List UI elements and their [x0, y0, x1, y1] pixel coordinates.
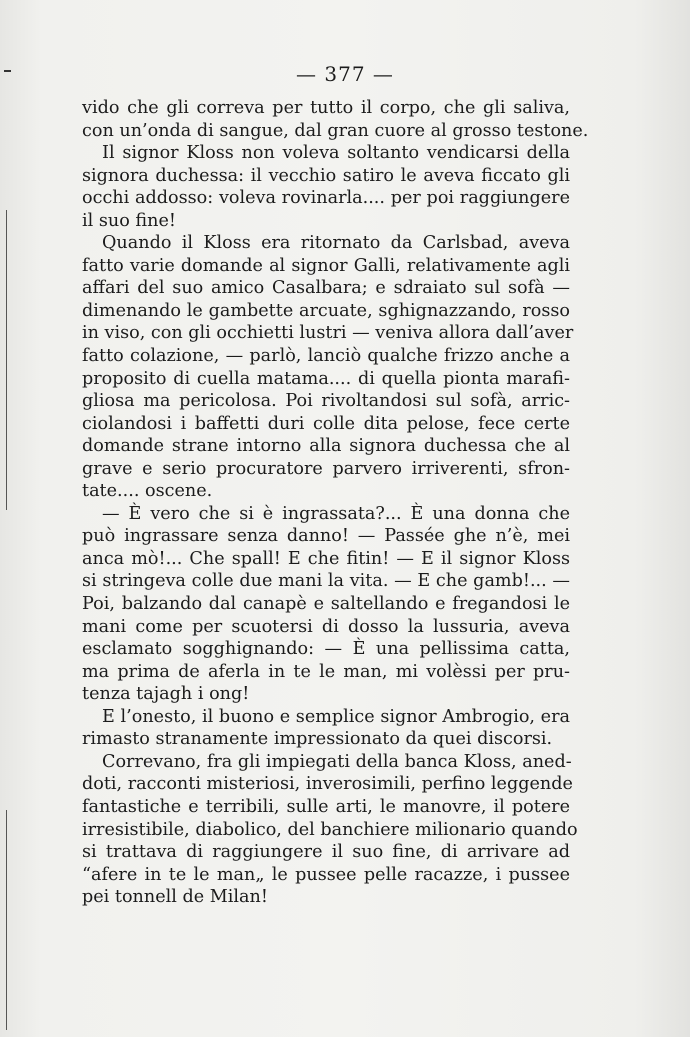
text-line: tenza tajagh i ong!: [82, 684, 250, 705]
text-line: “afere in te le man„ le pussee pelle racazze, i pussee: [82, 864, 570, 885]
text-line: anca mò!... Che spall! E che fitin! — E il signor Kloss: [82, 548, 570, 569]
text-line: rimasto stranamente impressionato da quei discorsi.: [82, 729, 553, 750]
text-line: si stringeva colle due mani la vita. — E che gamb!... —: [82, 571, 570, 592]
text-line: — È vero che si è ingrassata?... È una donna che: [102, 503, 570, 524]
text-line: gliosa ma pericolosa. Poi rivoltandosi sul sofà, arric-: [82, 391, 570, 412]
text-line: occhi addosso: voleva rovinarla.... per poi raggiungere: [82, 188, 570, 209]
text-line: ciolandosi i baffetti duri colle dita pelose, fece certe: [82, 413, 570, 434]
text-line: si trattava di raggiungere il suo fine, di arrivare ad: [82, 842, 570, 863]
text-line: esclamato sogghignando: — È una pellissima catta,: [82, 639, 570, 660]
text-line: signora duchessa: il vecchio satiro le aveva ficcato gli: [82, 165, 570, 186]
page-number: — 377 —: [296, 62, 394, 86]
text-line: mani come per scuotersi di dosso la lussuria, aveva: [82, 616, 570, 637]
text-line: con un’onda di sangue, dal gran cuore al grosso testone.: [82, 120, 589, 141]
text-line: in viso, con gli occhietti lustri — veniva allora dall’aver: [82, 323, 574, 344]
text-line: tate.... oscene.: [82, 481, 213, 502]
text-line: fatto varie domande al signor Galli, relativamente agli: [82, 255, 570, 276]
margin-binding-mark-top: [6, 210, 7, 510]
text-line: vido che gli correva per tutto il corpo, che gli saliva,: [82, 98, 570, 118]
text-line: il suo fine!: [82, 210, 176, 231]
text-line: fatto colazione, — parlò, lanciò qualche frizzo anche a: [82, 346, 570, 367]
text-line: domande strane intorno alla signora duchessa che al: [82, 436, 570, 457]
margin-binding-mark-bottom: [6, 810, 7, 1030]
text-line: Poi, balzando dal canapè e saltellando e fregandosi le: [82, 594, 570, 615]
text-line: grave e serio procuratore parvero irriverenti, sfron-: [82, 458, 570, 479]
text-line: pei tonnell de Milan!: [82, 887, 268, 908]
text-line: Quando il Kloss era ritornato da Carlsbad, aveva: [102, 233, 570, 254]
text-line: affari del suo amico Casalbara; e sdraiato sul sofà —: [82, 278, 570, 299]
text-line: proposito di cuella matama.... di quella pionta marafi-: [82, 368, 570, 389]
text-line: dimenando le gambette arcuate, sghignazzando, rosso: [82, 300, 570, 321]
text-line: può ingrassare senza danno! — Passée ghe n’è, mei: [82, 526, 570, 547]
text-line: fantastiche e terribili, sulle arti, le manovre, il potere: [82, 796, 570, 817]
text-line: doti, racconti misteriosi, inverosimili, perfino leggende: [82, 774, 573, 795]
text-line: E l’onesto, il buono e semplice signor Ambrogio, era: [102, 706, 570, 727]
text-line: irresistibile, diabolico, del banchiere milionario quando: [82, 819, 578, 840]
text-line: Correvano, fra gli impiegati della banca Kloss, aned-: [102, 751, 572, 772]
body-text: [82, 97, 589, 909]
text-line: Il signor Kloss non voleva soltanto vendicarsi della: [102, 143, 570, 164]
text-line: ma prima de aferla in te le man, mi volèssi per pru-: [82, 661, 570, 682]
